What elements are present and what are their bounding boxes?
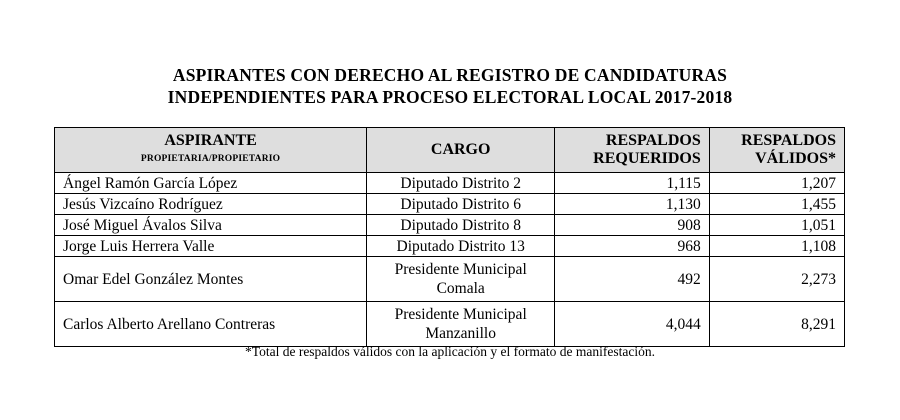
cell-aspirante: Ángel Ramón García López bbox=[55, 173, 367, 194]
cell-cargo bbox=[367, 194, 555, 215]
cell-requeridos: 908 bbox=[555, 215, 710, 236]
cell-cargo-line-1: Diputado Distrito 13 bbox=[396, 237, 525, 255]
footnote: *Total de respaldos válidos con la aplicación y el formato de manifestación. bbox=[245, 344, 655, 359]
cell-validos: 1,051 bbox=[709, 215, 844, 236]
header-val-line-2: VÁLIDOS* bbox=[755, 150, 836, 167]
candidates-table bbox=[54, 127, 845, 347]
cell-cargo-line-1: Presidente Municipal bbox=[394, 306, 527, 323]
header-aspirante-label: ASPIRANTE bbox=[164, 132, 257, 149]
cell-cargo-line-2: Manzanillo bbox=[425, 325, 496, 342]
header-cargo: CARGO bbox=[367, 128, 555, 173]
table-row bbox=[55, 302, 845, 347]
header-val-line-1: RESPALDOS bbox=[741, 132, 836, 149]
table-row bbox=[55, 236, 845, 257]
header-respaldos-validos bbox=[709, 128, 844, 173]
cell-cargo bbox=[367, 302, 555, 347]
cell-requeridos: 4,044 bbox=[555, 302, 710, 347]
document-title bbox=[0, 64, 900, 108]
table-header-row bbox=[55, 128, 845, 173]
cell-requeridos: 492 bbox=[555, 257, 710, 302]
cell-validos: 1,207 bbox=[709, 173, 844, 194]
cell-cargo-line-1: Diputado Distrito 6 bbox=[400, 195, 521, 213]
cell-cargo-line-1: Presidente Municipal bbox=[394, 261, 527, 278]
table-row bbox=[55, 173, 845, 194]
header-respaldos-requeridos bbox=[555, 128, 710, 173]
cell-validos: 8,291 bbox=[709, 302, 844, 347]
cell-cargo bbox=[367, 236, 555, 257]
cell-cargo bbox=[367, 257, 555, 302]
cell-validos: 2,273 bbox=[709, 257, 844, 302]
cell-cargo-line-2: Comala bbox=[436, 280, 485, 297]
cell-requeridos: 1,130 bbox=[555, 194, 710, 215]
cell-validos: 1,455 bbox=[709, 194, 844, 215]
header-aspirante-sublabel: PROPIETARIA/PROPIETARIO bbox=[140, 154, 281, 164]
cell-cargo bbox=[367, 173, 555, 194]
cell-aspirante: Jesús Vizcaíno Rodríguez bbox=[55, 194, 367, 215]
cell-aspirante: Carlos Alberto Arellano Contreras bbox=[55, 302, 367, 347]
title-line-1: ASPIRANTES CON DERECHO AL REGISTRO DE CANDIDATURAS bbox=[172, 65, 728, 85]
cell-cargo-line-1: Diputado Distrito 2 bbox=[400, 174, 521, 192]
table-row bbox=[55, 194, 845, 215]
cell-aspirante: José Miguel Ávalos Silva bbox=[55, 215, 367, 236]
header-aspirante bbox=[55, 128, 367, 173]
header-req-line-1: RESPALDOS bbox=[605, 132, 701, 149]
header-req-line-2: REQUERIDOS bbox=[593, 150, 701, 167]
cell-cargo-line-1: Diputado Distrito 8 bbox=[400, 216, 521, 234]
cell-cargo bbox=[367, 215, 555, 236]
cell-requeridos: 1,115 bbox=[555, 173, 710, 194]
title-line-2: INDEPENDIENTES PARA PROCESO ELECTORAL LOCAL 2017-2018 bbox=[167, 87, 733, 107]
cell-aspirante: Jorge Luis Herrera Valle bbox=[55, 236, 367, 257]
table-row bbox=[55, 215, 845, 236]
cell-requeridos: 968 bbox=[555, 236, 710, 257]
cell-aspirante: Omar Edel González Montes bbox=[55, 257, 367, 302]
cell-validos: 1,108 bbox=[709, 236, 844, 257]
table-row bbox=[55, 257, 845, 302]
